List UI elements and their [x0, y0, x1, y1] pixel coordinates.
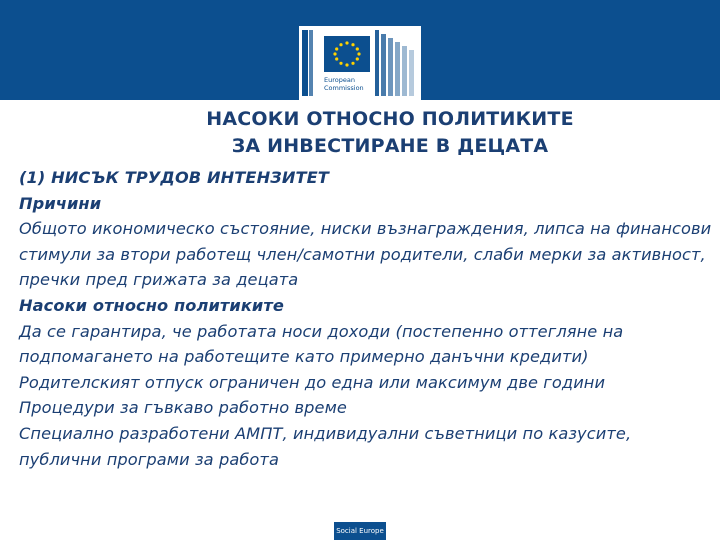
- slide-title-line1: НАСОКИ ОТНОСНО ПОЛИТИКИТЕ: [206, 108, 574, 130]
- causes-text: Общото икономическо състояние, ниски възнаграждения, липса на финансови стимули за втори работещ член/самотни родители, слаби мерки за активност, пречки пред грижата за децата: [19, 219, 712, 290]
- logo-text-european: European: [324, 76, 355, 84]
- section-heading: (1) НИСЪК ТРУДОВ ИНТЕНЗИТЕТ: [19, 168, 329, 187]
- social-europe-badge: Social Europe: [334, 522, 386, 540]
- policy-heading: Насоки относно политиките: [19, 295, 284, 315]
- policy-item-3: Процедури за гъвкаво работно време: [19, 398, 347, 418]
- causes-heading: Причини: [19, 193, 102, 213]
- slide-title-line2: ЗА ИНВЕСТИРАНЕ В ДЕЦАТА: [231, 135, 549, 157]
- logo-text-commission: Commission: [324, 84, 364, 92]
- slide-content: [19, 165, 714, 472]
- policy-item-4: Специално разработени АМПТ, индивидуални съветници по казусите, публични програми за работа: [19, 423, 632, 469]
- european-commission-logo: [299, 26, 421, 100]
- policy-item-2: Родителският отпуск ограничен до една или максимум две години: [19, 372, 606, 392]
- slide-title: [130, 106, 650, 160]
- policy-item-1: Да се гарантира, че работата носи доходи (постепенно оттегляне на подпомагането на работещите като примерно данъчни кредити): [19, 321, 624, 367]
